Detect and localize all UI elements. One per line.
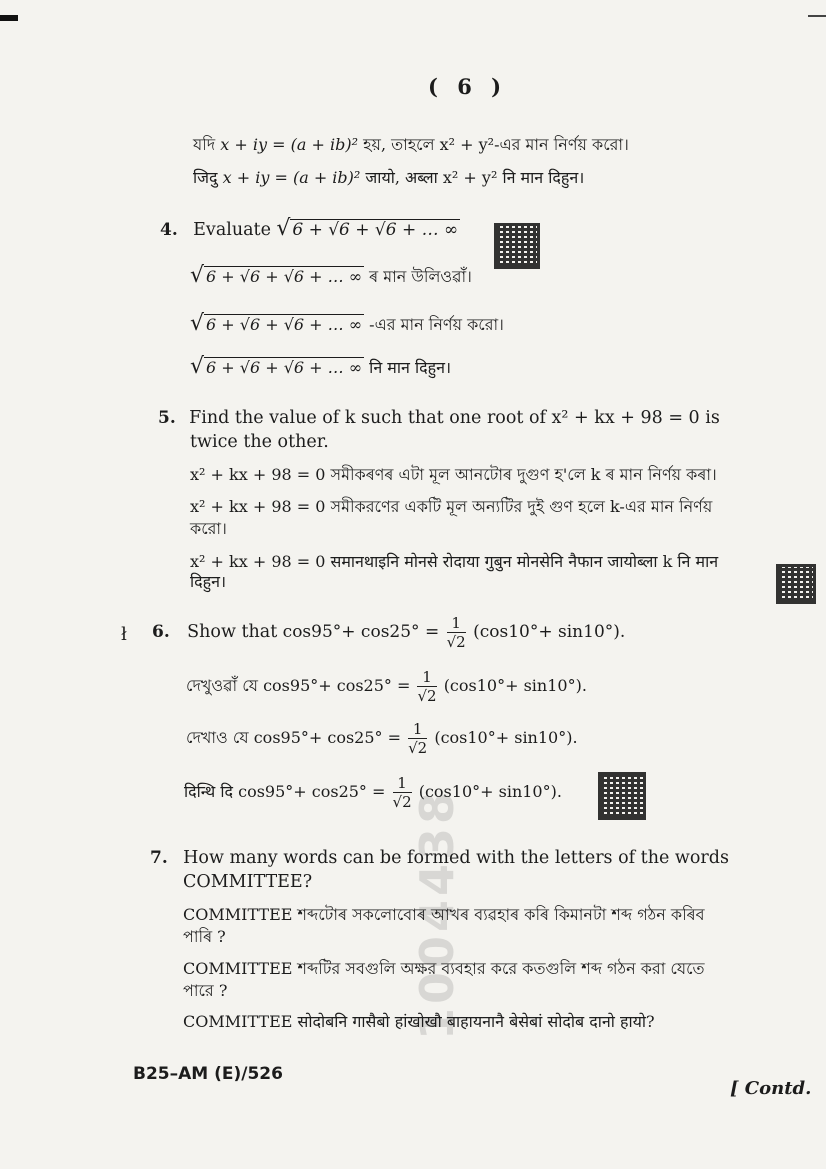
q5-bodo-line2: दिहुन।: [190, 572, 227, 591]
q3-assamese-line: যদি x + iy = (a + ib)² হয়, তাহলে x² + y²-এর মান নির্ণয় করো।: [193, 135, 629, 154]
q3-bodo-line: जिदु x + iy = (a + ib)² जायो, अब्ला x² + y² नि मान दिहुन।: [193, 168, 585, 187]
qr-code: [494, 223, 540, 269]
q5-bodo-line1: x² + kx + 98 = 0 समानथाइनि मोनसे रोदाया गुबुन मोनसेनि नैफान जायोब्ला k नि मान: [190, 552, 719, 571]
q7-english-line1: 7. How many words can be formed with the letters of the words: [150, 848, 729, 868]
q6-english-line: 6. Show that cos95°+ cos25° = $\frac{1}{√2}$ (cos10°+ sin10°).: [152, 614, 626, 651]
q6-bodo-line: दिन्थि दि cos95°+ cos25° = $\frac{1}{√2}$ (cos10°+ sin10°).: [184, 774, 562, 811]
q5-assamese-line: x² + kx + 98 = 0 সমীকৰণৰ এটা মূল আনটোৰ দুগুণ হ'লে k ৰ মান নির্ণয় কৰা।: [190, 465, 717, 484]
q6-bengali-line: দেখাও যে cos95°+ cos25° = $\frac{1}{√2}$ (cos10°+ sin10°).: [186, 720, 578, 757]
q7-english-line2: COMMITTEE?: [183, 872, 313, 892]
q7-assamese-line2: পাৰি ?: [183, 927, 226, 946]
q5-english-line1: 5. Find the value of k such that one root of x² + kx + 98 = 0 is: [158, 408, 720, 428]
q4-bengali-line: √ 6 + √6 + √6 + … ∞ -এর মান নির্ণয় করো।: [190, 312, 504, 339]
paper-code: B25–AM (E)/526: [133, 1064, 283, 1084]
q7-bodo-line: COMMITTEE सोदोबनि गासैबो हांखोखौ बाहायनानै बेसेबां सोदोब दानो हायो?: [183, 1012, 655, 1031]
q7-bengali-line2: পারে ?: [183, 981, 228, 1000]
q4-english-line: 4. Evaluate √ 6 + √6 + √6 + … ∞: [160, 220, 460, 240]
watermark: 1004438: [410, 787, 464, 1040]
continued-label: [ Contd.: [730, 1078, 812, 1099]
scan-mark-right: [808, 15, 826, 17]
q7-bengali-line1: COMMITTEE শব্দটির সবগুলি অক্ষর ব্যবহার করে কতগুলি শব্দ গঠন করা যেতে: [183, 959, 705, 978]
q5-bengali-line1: x² + kx + 98 = 0 সমীকরণের একটি মূল অন্যটির দুই গুণ হলে k-এর মান নির্ণয়: [190, 497, 713, 516]
q7-assamese-line1: COMMITTEE শব্দটোৰ সকলোবোৰ আখৰ ব্যৱহাৰ কৰি কিমানটা শব্দ গঠন কৰিব: [183, 905, 705, 924]
q5-english-line2: twice the other.: [190, 432, 329, 452]
q4-assamese-line: √ 6 + √6 + √6 + … ∞ ৰ মান উলিওৱাঁ।: [190, 264, 472, 291]
scan-mark-left: [0, 15, 18, 21]
q4-bodo-line: √ 6 + √6 + √6 + … ∞ नि मान दिहुन।: [190, 356, 451, 378]
q6-assamese-line: দেখুওৱাঁ যে cos95°+ cos25° = $\frac{1}{√2}$ (cos10°+ sin10°).: [186, 668, 587, 705]
margin-mark: ł: [121, 624, 127, 645]
qr-code: [598, 772, 646, 820]
q5-bengali-line2: করো।: [190, 519, 227, 538]
qr-code: [776, 564, 816, 604]
page-number: ( 6 ): [428, 74, 508, 99]
